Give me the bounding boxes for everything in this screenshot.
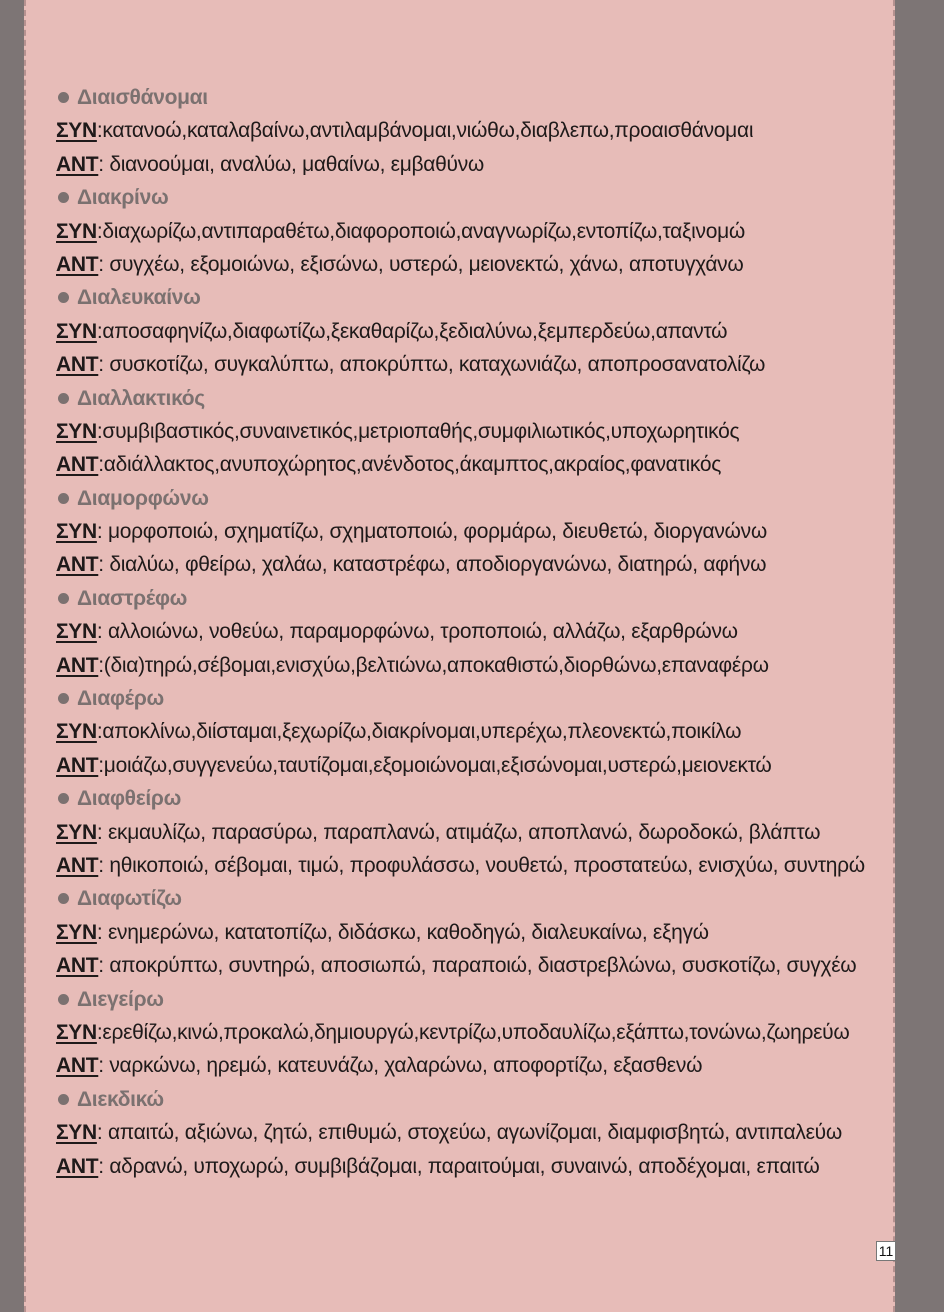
entry-item bbox=[56, 582, 886, 682]
document-page bbox=[24, 0, 895, 1312]
bullet-dot-icon bbox=[58, 693, 69, 704]
synonyms-line bbox=[56, 1116, 886, 1149]
entry-headword-line bbox=[56, 1083, 886, 1116]
entry-item bbox=[56, 882, 886, 982]
synonyms-label: ΣΥΝ bbox=[56, 1121, 97, 1145]
entry-headword: Διαφωτίζω bbox=[77, 887, 182, 911]
synonyms-label: ΣΥΝ bbox=[56, 720, 97, 744]
entry-item bbox=[56, 983, 886, 1083]
antonyms-line bbox=[56, 148, 886, 181]
antonyms-text: : ναρκώνω, ηρεμώ, κατευνάζω, χαλαρώνω, αποφορτίζω, εξασθενώ bbox=[98, 1054, 703, 1078]
antonyms-label: ΑΝΤ bbox=[56, 353, 99, 377]
antonyms-text: : αποκρύπτω, συντηρώ, αποσιωπώ, παραποιώ, διαστρεβλώνω, συσκοτίζω, συγχέω bbox=[98, 954, 857, 978]
entry-item bbox=[56, 682, 886, 782]
bullet-dot-icon bbox=[58, 493, 69, 504]
synonyms-text: : ενημερώνω, κατατοπίζω, διδάσκω, καθοδηγώ, διαλευκαίνω, εξηγώ bbox=[96, 920, 709, 944]
synonyms-label: ΣΥΝ bbox=[56, 1020, 97, 1044]
entry-headword-line bbox=[56, 882, 886, 915]
synonyms-text: :διαχωρίζω,αντιπαραθέτω,διαφοροποιώ,αναγνωρίζω,εντοπίζω,ταξινομώ bbox=[96, 219, 745, 243]
entry-item bbox=[56, 1083, 886, 1183]
synonyms-text: :ερεθίζω,κινώ,προκαλώ,δημιουργώ,κεντρίζω,υποδαυλίζω,εξάπτω,τονώνω,ζωηρεύω bbox=[96, 1020, 850, 1044]
antonyms-line bbox=[56, 1150, 886, 1183]
entry-headword: Διαστρέφω bbox=[77, 586, 188, 610]
synonyms-text: : εκμαυλίζω, παρασύρω, παραπλανώ, ατιμάζω, αποπλανώ, δωροδοκώ, βλάπτω bbox=[96, 820, 821, 844]
antonyms-text: :(δια)τηρώ,σέβομαι,ενισχύω,βελτιώνω,αποκαθιστώ,διορθώνω,επαναφέρω bbox=[98, 653, 769, 677]
bullet-dot-icon bbox=[58, 292, 69, 303]
antonyms-line bbox=[56, 649, 886, 682]
entry-headword-line bbox=[56, 181, 886, 214]
bullet-dot-icon bbox=[58, 192, 69, 203]
synonyms-line bbox=[56, 515, 886, 548]
synonyms-label: ΣΥΝ bbox=[56, 219, 97, 243]
bullet-dot-icon bbox=[58, 1094, 69, 1105]
bullet-dot-icon bbox=[58, 593, 69, 604]
synonyms-line bbox=[56, 1016, 886, 1049]
entry-headword: Διαφέρω bbox=[77, 687, 164, 711]
antonyms-label: ΑΝΤ bbox=[56, 653, 99, 677]
entry-headword-line bbox=[56, 482, 886, 515]
synonyms-text: : μορφοποιώ, σχηματίζω, σχηματοποιώ, φορμάρω, διευθετώ, διοργανώνω bbox=[96, 520, 767, 544]
synonyms-text: : απαιτώ, αξιώνω, ζητώ, επιθυμώ, στοχεύω, αγωνίζομαι, διαμφισβητώ, αντιπαλεύω bbox=[96, 1121, 842, 1145]
antonyms-text: : συγχέω, εξομοιώνω, εξισώνω, υστερώ, μειονεκτώ, χάνω, αποτυγχάνω bbox=[98, 252, 744, 276]
synonyms-line bbox=[56, 715, 886, 748]
entry-headword: Διαφθείρω bbox=[77, 787, 182, 811]
synonyms-label: ΣΥΝ bbox=[56, 620, 97, 644]
entry-headword-line bbox=[56, 682, 886, 715]
entry-headword: Διαλλακτικός bbox=[77, 386, 205, 410]
page-number: 11 bbox=[876, 1241, 896, 1261]
synonyms-line bbox=[56, 415, 886, 448]
antonyms-text: : ηθικοποιώ, σέβομαι, τιμώ, προφυλάσσω, νουθετώ, προστατεύω, ενισχύω, συντηρώ bbox=[98, 853, 865, 877]
synonyms-label: ΣΥΝ bbox=[56, 920, 97, 944]
entry-item bbox=[56, 782, 886, 882]
antonyms-text: : διαλύω, φθείρω, χαλάω, καταστρέφω, αποδιοργανώνω, διατηρώ, αφήνω bbox=[98, 553, 767, 577]
entry-headword: Διεκδικώ bbox=[77, 1087, 164, 1111]
entry-item bbox=[56, 382, 886, 482]
entry-item bbox=[56, 281, 886, 381]
entry-item bbox=[56, 482, 886, 582]
antonyms-label: ΑΝΤ bbox=[56, 954, 99, 978]
synonyms-label: ΣΥΝ bbox=[56, 319, 97, 343]
synonyms-text: :αποκλίνω,διίσταμαι,ξεχωρίζω,διακρίνομαι,υπερέχω,πλεονεκτώ,ποικίλω bbox=[96, 720, 742, 744]
antonyms-label: ΑΝΤ bbox=[56, 1054, 99, 1078]
synonyms-line bbox=[56, 615, 886, 648]
antonyms-line bbox=[56, 248, 886, 281]
antonyms-line bbox=[56, 949, 886, 982]
synonyms-label: ΣΥΝ bbox=[56, 820, 97, 844]
antonyms-line bbox=[56, 348, 886, 381]
bullet-dot-icon bbox=[58, 793, 69, 804]
synonyms-text: : αλλοιώνω, νοθεύω, παραμορφώνω, τροποποιώ, αλλάζω, εξαρθρώνω bbox=[96, 620, 738, 644]
bullet-dot-icon bbox=[58, 994, 69, 1005]
antonyms-label: ΑΝΤ bbox=[56, 1154, 99, 1178]
entry-headword-line bbox=[56, 582, 886, 615]
antonyms-line bbox=[56, 448, 886, 481]
antonyms-line bbox=[56, 1049, 886, 1082]
synonyms-label: ΣΥΝ bbox=[56, 419, 97, 443]
bullet-dot-icon bbox=[58, 393, 69, 404]
synonyms-text: :κατανοώ,καταλαβαίνω,αντιλαμβάνομαι,νιώθω,διαβλεπω,προαισθάνομαι bbox=[96, 119, 754, 143]
antonyms-text: : αδρανώ, υποχωρώ, συμβιβάζομαι, παραιτούμαι, συναινώ, αποδέχομαι, επαιτώ bbox=[98, 1154, 820, 1178]
entry-list bbox=[56, 81, 886, 1183]
entry-headword-line bbox=[56, 81, 886, 114]
entry-headword-line bbox=[56, 983, 886, 1016]
antonyms-line bbox=[56, 849, 886, 882]
antonyms-label: ΑΝΤ bbox=[56, 152, 99, 176]
entry-headword-line bbox=[56, 382, 886, 415]
antonyms-label: ΑΝΤ bbox=[56, 853, 99, 877]
synonyms-line bbox=[56, 215, 886, 248]
bullet-dot-icon bbox=[58, 893, 69, 904]
antonyms-text: : συσκοτίζω, συγκαλύπτω, αποκρύπτω, καταχωνιάζω, αποπροσανατολίζω bbox=[98, 353, 766, 377]
synonyms-label: ΣΥΝ bbox=[56, 520, 97, 544]
antonyms-label: ΑΝΤ bbox=[56, 453, 99, 477]
antonyms-line bbox=[56, 548, 886, 581]
synonyms-text: :συμβιβαστικός,συναινετικός,μετριοπαθής,συμφιλιωτικός,υποχωρητικός bbox=[96, 419, 740, 443]
synonyms-line bbox=[56, 315, 886, 348]
entry-headword: Διεγείρω bbox=[77, 987, 164, 1011]
synonyms-line bbox=[56, 114, 886, 147]
synonyms-text: :αποσαφηνίζω,διαφωτίζω,ξεκαθαρίζω,ξεδιαλύνω,ξεμπερδεύω,απαντώ bbox=[96, 319, 728, 343]
antonyms-label: ΑΝΤ bbox=[56, 252, 99, 276]
entry-headword-line bbox=[56, 782, 886, 815]
synonyms-line bbox=[56, 816, 886, 849]
antonyms-text: :μοιάζω,συγγενεύω,ταυτίζομαι,εξομοιώνομαι,εξισώνομαι,υστερώ,μειονεκτώ bbox=[98, 753, 772, 777]
antonyms-line bbox=[56, 749, 886, 782]
entry-item bbox=[56, 81, 886, 181]
synonyms-line bbox=[56, 916, 886, 949]
synonyms-label: ΣΥΝ bbox=[56, 119, 97, 143]
entry-item bbox=[56, 181, 886, 281]
antonyms-text: : διανοούμαι, αναλύω, μαθαίνω, εμβαθύνω bbox=[98, 152, 485, 176]
entry-headword: Διαμορφώνω bbox=[77, 486, 209, 510]
antonyms-label: ΑΝΤ bbox=[56, 753, 99, 777]
antonyms-text: :αδιάλλακτος,ανυποχώρητος,ανένδοτος,άκαμπτος,ακραίος,φανατικός bbox=[98, 453, 722, 477]
entry-headword: Διαισθάνομαι bbox=[77, 86, 208, 109]
entry-headword: Διακρίνω bbox=[77, 186, 169, 210]
antonyms-label: ΑΝΤ bbox=[56, 553, 99, 577]
entry-headword-line bbox=[56, 281, 886, 314]
bullet-dot-icon bbox=[58, 92, 69, 103]
entry-headword: Διαλευκαίνω bbox=[77, 286, 201, 310]
